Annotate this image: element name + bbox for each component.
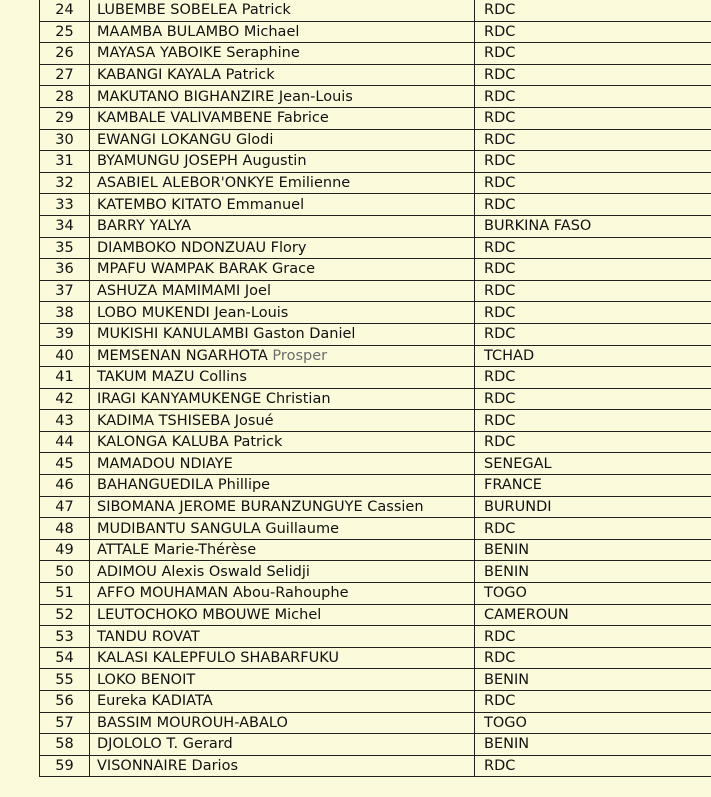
participant-name: LUBEMBE SOBELEA Patrick — [97, 2, 291, 19]
table-row — [40, 583, 711, 605]
participant-name-cell — [90, 561, 475, 583]
participant-name-cell — [90, 259, 475, 281]
participant-country: RDC — [475, 280, 711, 302]
participant-country: RDC — [475, 755, 711, 777]
participant-country: BENIN — [475, 669, 711, 691]
participant-name: KAMBALE VALIVAMBENE Fabrice — [97, 110, 329, 127]
participant-name-cell — [90, 539, 475, 561]
row-number: 35 — [40, 237, 90, 259]
participant-name: VISONNAIRE Darios — [97, 758, 239, 775]
participant-name: TANDU ROVAT — [97, 628, 200, 645]
table-row — [40, 388, 711, 410]
participant-name-cell — [90, 64, 475, 86]
participant-name-cell — [90, 475, 475, 497]
row-number: 51 — [40, 583, 90, 605]
row-number: 59 — [40, 755, 90, 777]
row-number: 45 — [40, 453, 90, 475]
participant-name-cell — [90, 496, 475, 518]
row-number: 28 — [40, 86, 90, 108]
participant-name: MEMSENAN NGARHOTA — [97, 347, 268, 364]
row-number: 54 — [40, 647, 90, 669]
participant-country: CAMEROUN — [475, 604, 711, 626]
participant-country: FRANCE — [475, 475, 711, 497]
participant-name: AFFO MOUHAMAN Abou-Rahouphe — [97, 585, 349, 602]
participant-name: MAAMBA BULAMBO Michael — [97, 23, 300, 40]
participant-country: BURKINA FASO — [475, 215, 711, 237]
row-number: 33 — [40, 194, 90, 216]
table-row — [40, 172, 711, 194]
participant-country: TOGO — [475, 583, 711, 605]
participant-country: RDC — [475, 21, 711, 43]
row-number: 47 — [40, 496, 90, 518]
table-row — [40, 259, 711, 281]
participant-name-cell — [90, 410, 475, 432]
participant-country: RDC — [475, 388, 711, 410]
table-row — [40, 647, 711, 669]
participant-name: ASABIEL ALEBOR'ONKYE Emilienne — [97, 175, 351, 192]
participant-name: MUKISHI KANULAMBI Gaston Daniel — [97, 326, 356, 343]
participant-country: RDC — [475, 367, 711, 389]
participant-name-cell — [90, 647, 475, 669]
table-row — [40, 107, 711, 129]
table-row — [40, 431, 711, 453]
row-number: 42 — [40, 388, 90, 410]
participant-country: BENIN — [475, 734, 711, 756]
participant-name: MAYASA YABOIKE Seraphine — [97, 45, 300, 62]
participant-name: KATEMBO KITATO Emmanuel — [97, 196, 305, 213]
table-row — [40, 669, 711, 691]
participant-country: RDC — [475, 64, 711, 86]
participant-country: RDC — [475, 410, 711, 432]
participant-name: ADIMOU Alexis Oswald Selidji — [97, 563, 310, 580]
participant-name: KALASI KALEPFULO SHABARFUKU — [97, 650, 339, 667]
participant-name-cell — [90, 43, 475, 65]
table-row — [40, 345, 711, 367]
participant-name-cell — [90, 172, 475, 194]
participant-name: KADIMA TSHISEBA Josué — [97, 412, 274, 429]
table-row — [40, 323, 711, 345]
participant-name-cell — [90, 734, 475, 756]
table-row — [40, 561, 711, 583]
participant-country: RDC — [475, 0, 711, 21]
row-number: 55 — [40, 669, 90, 691]
participant-name: Eureka KADIATA — [97, 693, 213, 710]
participant-name: DJOLOLO T. Gerard — [97, 736, 233, 753]
participant-country: RDC — [475, 43, 711, 65]
row-number: 36 — [40, 259, 90, 281]
participant-country: RDC — [475, 431, 711, 453]
participant-name: TAKUM MAZU Collins — [97, 369, 247, 386]
participant-name: DIAMBOKO NDONZUAU Flory — [97, 239, 307, 256]
participant-name: LOKO BENOIT — [97, 671, 196, 688]
row-number: 46 — [40, 475, 90, 497]
participant-country: RDC — [475, 691, 711, 713]
participant-name: BYAMUNGU JOSEPH Augustin — [97, 153, 307, 170]
participant-name-cell — [90, 280, 475, 302]
participant-name-cell — [90, 626, 475, 648]
table-row — [40, 626, 711, 648]
participant-name: ATTALE Marie-Thérèse — [97, 542, 257, 559]
row-number: 57 — [40, 712, 90, 734]
participant-name-cell — [90, 691, 475, 713]
row-number: 44 — [40, 431, 90, 453]
table-row — [40, 734, 711, 756]
table-row — [40, 755, 711, 777]
table-row — [40, 151, 711, 173]
participant-name: MAKUTANO BIGHANZIRE Jean-Louis — [97, 88, 353, 105]
participant-country: RDC — [475, 194, 711, 216]
row-number: 25 — [40, 21, 90, 43]
participant-country: RDC — [475, 323, 711, 345]
participant-name-cell — [90, 129, 475, 151]
participant-name-cell — [90, 367, 475, 389]
participant-country: RDC — [475, 259, 711, 281]
table-row — [40, 712, 711, 734]
participant-country: BURUNDI — [475, 496, 711, 518]
participant-name-cell — [90, 712, 475, 734]
participant-country: RDC — [475, 86, 711, 108]
participant-name-cell — [90, 431, 475, 453]
participant-country: TCHAD — [475, 345, 711, 367]
participant-name: ASHUZA MAMIMAMI Joel — [97, 283, 271, 300]
table-row — [40, 194, 711, 216]
participant-name: BARRY YALYA — [97, 218, 192, 235]
participant-name-cell — [90, 323, 475, 345]
table-row — [40, 237, 711, 259]
participant-name-cell — [90, 0, 475, 21]
row-number: 34 — [40, 215, 90, 237]
participant-name-cell — [90, 86, 475, 108]
row-number: 37 — [40, 280, 90, 302]
table-row — [40, 302, 711, 324]
table-row — [40, 21, 711, 43]
row-number: 43 — [40, 410, 90, 432]
participant-country: RDC — [475, 626, 711, 648]
participant-country: BENIN — [475, 561, 711, 583]
table-row — [40, 0, 711, 21]
participant-country: SENEGAL — [475, 453, 711, 475]
participant-name: BAHANGUEDILA Phillipe — [97, 477, 271, 494]
participant-name: MUDIBANTU SANGULA Guillaume — [97, 520, 340, 537]
participant-name-cell — [90, 345, 475, 367]
participant-name-cell — [90, 583, 475, 605]
row-number: 50 — [40, 561, 90, 583]
row-number: 53 — [40, 626, 90, 648]
participant-name-cell — [90, 107, 475, 129]
participant-name-cell — [90, 237, 475, 259]
row-number: 39 — [40, 323, 90, 345]
table-row — [40, 691, 711, 713]
participant-name-cell — [90, 215, 475, 237]
table-row — [40, 604, 711, 626]
participants-table — [39, 0, 711, 777]
participant-country: RDC — [475, 237, 711, 259]
row-number: 26 — [40, 43, 90, 65]
row-number: 27 — [40, 64, 90, 86]
table-row — [40, 129, 711, 151]
participant-country: BENIN — [475, 539, 711, 561]
row-number: 32 — [40, 172, 90, 194]
table-row — [40, 43, 711, 65]
participant-name: IRAGI KANYAMUKENGE Christian — [97, 390, 331, 407]
table-row — [40, 410, 711, 432]
participant-country: RDC — [475, 129, 711, 151]
participant-name: EWANGI LOKANGU Glodi — [97, 131, 274, 148]
table-row — [40, 496, 711, 518]
participant-name-cell — [90, 21, 475, 43]
participant-name: SIBOMANA JEROME BURANZUNGUYE Cassien — [97, 498, 424, 515]
participant-name-cell — [90, 194, 475, 216]
participant-name-suffix: Prosper — [267, 347, 328, 364]
table-row — [40, 475, 711, 497]
row-number: 48 — [40, 518, 90, 540]
participant-name-cell — [90, 302, 475, 324]
participant-country: RDC — [475, 647, 711, 669]
participant-name: KALONGA KALUBA Patrick — [97, 434, 283, 451]
table-row — [40, 453, 711, 475]
row-number: 24 — [40, 0, 90, 21]
participants-table-body — [40, 0, 711, 777]
participant-name-cell — [90, 669, 475, 691]
participant-name-cell — [90, 518, 475, 540]
table-row — [40, 367, 711, 389]
participant-country: TOGO — [475, 712, 711, 734]
participant-name-cell — [90, 151, 475, 173]
row-number: 29 — [40, 107, 90, 129]
table-row — [40, 539, 711, 561]
table-row — [40, 518, 711, 540]
row-number: 31 — [40, 151, 90, 173]
participant-name-cell — [90, 453, 475, 475]
participant-country: RDC — [475, 302, 711, 324]
participant-country: RDC — [475, 172, 711, 194]
participant-name: MAMADOU NDIAYE — [97, 455, 233, 472]
row-number: 41 — [40, 367, 90, 389]
row-number: 49 — [40, 539, 90, 561]
participant-name-cell — [90, 604, 475, 626]
participant-country: RDC — [475, 107, 711, 129]
participant-name: BASSIM MOUROUH-ABALO — [97, 714, 288, 731]
row-number: 56 — [40, 691, 90, 713]
table-row — [40, 280, 711, 302]
participant-country: RDC — [475, 151, 711, 173]
participant-name: LEUTOCHOKO MBOUWE Michel — [97, 606, 322, 623]
row-number: 30 — [40, 129, 90, 151]
row-number: 40 — [40, 345, 90, 367]
participant-name-cell — [90, 755, 475, 777]
participant-name: MPAFU WAMPAK BARAK Grace — [97, 261, 316, 278]
row-number: 58 — [40, 734, 90, 756]
participant-name-cell — [90, 388, 475, 410]
row-number: 38 — [40, 302, 90, 324]
table-row — [40, 64, 711, 86]
table-row — [40, 215, 711, 237]
table-row — [40, 86, 711, 108]
participant-name: KABANGI KAYALA Patrick — [97, 67, 275, 84]
participant-country: RDC — [475, 518, 711, 540]
row-number: 52 — [40, 604, 90, 626]
participant-name: LOBO MUKENDI Jean-Louis — [97, 304, 289, 321]
